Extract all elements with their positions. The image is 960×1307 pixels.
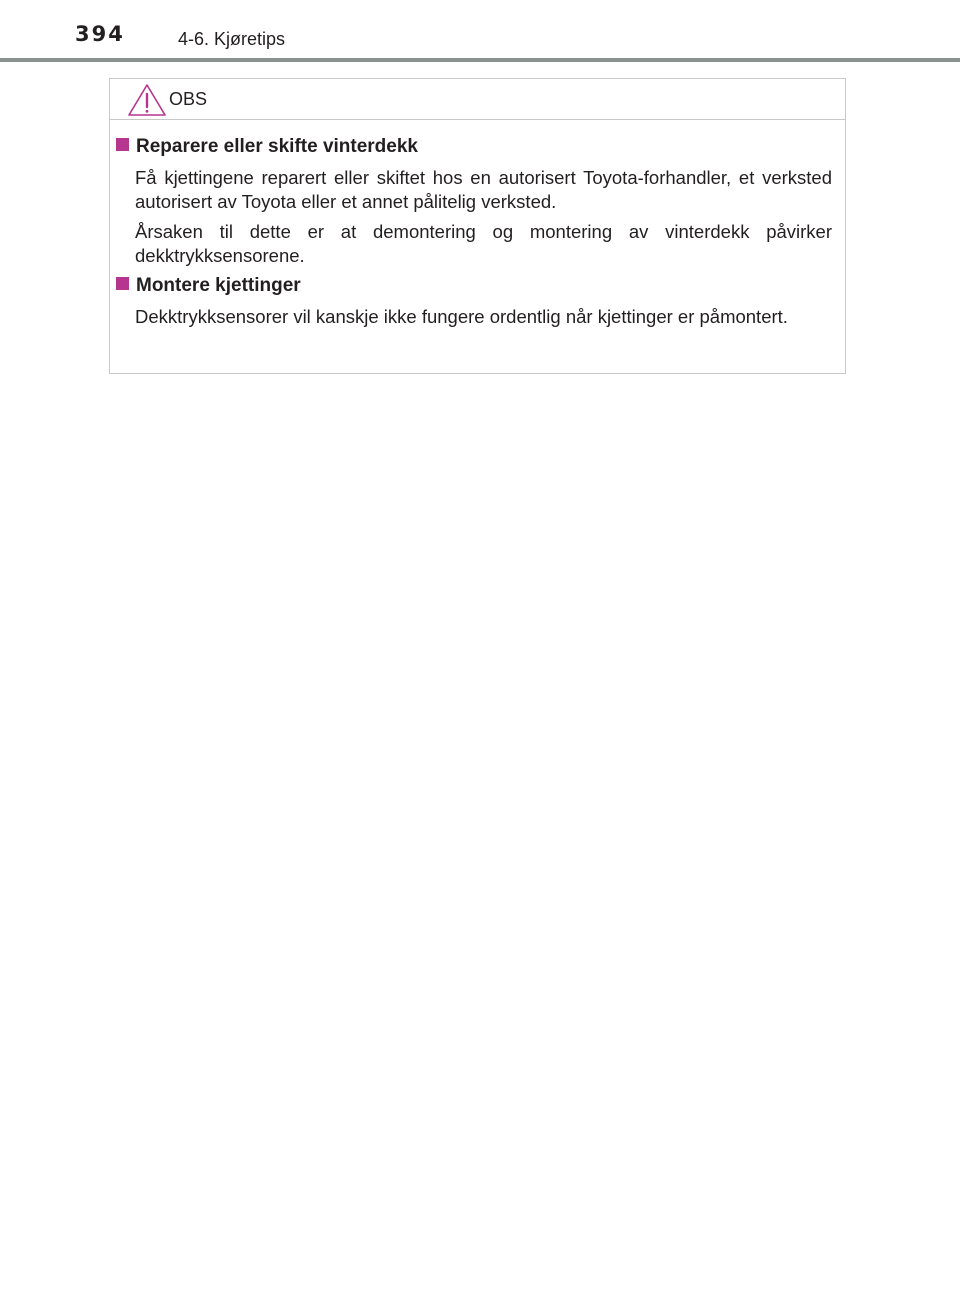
page-number: 394 — [75, 22, 125, 46]
square-bullet-icon — [116, 138, 129, 151]
caution-header — [110, 79, 845, 120]
section-title: 4-6. Kjøretips — [178, 29, 286, 49]
item-heading — [116, 136, 418, 158]
item-paragraph: Årsaken til dette er at demontering og montering av vinterdekk påvirker dekktrykksensorene. — [135, 221, 832, 266]
header-divider — [0, 58, 960, 62]
item-paragraph: Dekktrykksensorer vil kanskje ikke fungere ordentlig når kjettinger er påmontert. — [135, 306, 788, 327]
item-heading-text: Reparere eller skifte vinterdekk — [136, 136, 418, 157]
item-paragraph: Få kjettingene reparert eller skiftet hos en autorisert Toyota-forhandler, et verksted autorisert av Toyota eller et annet pålitelig verksted. — [135, 167, 832, 212]
item-heading-text: Montere kjettinger — [136, 275, 301, 296]
caution-label: OBS — [169, 89, 208, 109]
page-header — [0, 0, 960, 62]
item-heading — [116, 275, 301, 297]
square-bullet-icon — [116, 277, 129, 290]
warning-triangle-icon — [127, 83, 167, 117]
caution-box — [109, 78, 846, 374]
